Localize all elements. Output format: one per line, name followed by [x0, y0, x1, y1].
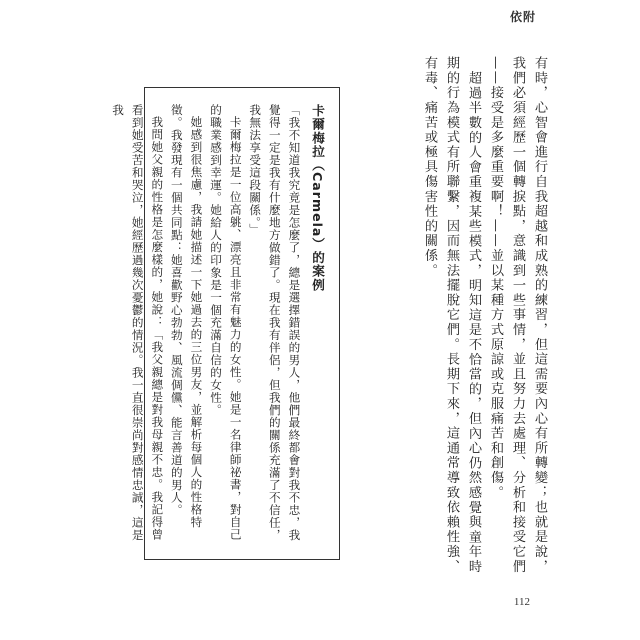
- body-paragraph: 有時，心智會進行自我超越和成熟的練習，但這需要內心有所轉變；也就是說，我們必須經歷一個轉捩點，意識到一些事情，並且努力去處理、分析和接受它們——接受是多麼重要啊！——並以某種方式原諒或克服痛苦和創傷。: [488, 56, 547, 574]
- case-study-text: [111, 104, 327, 546]
- page-number: 112: [513, 596, 530, 608]
- body-paragraph: 超過半數的人會重複某些模式，明知這是不恰當的，但內心仍然感覺與童年時期的行為模式有所聯繫，因而無法擺脫它們。長期下來，這通常導致依賴性強、有毒、痛苦或極具傷害性的關係。: [422, 56, 481, 574]
- main-body-text: [374, 56, 550, 576]
- case-paragraph: 我問她父親的性格是怎麼樣的，她說：「我父親總是對我母親不忠。我記得曾看到她受苦和哭泣，她經歷過幾次憂鬱的情況。我一直很崇尚對感情忠誠，這是我: [111, 104, 165, 542]
- book-page: [56, 0, 588, 640]
- case-paragraph: 她感到很焦慮，我請她描述一下她過去的三位男友，並解析每個人的性格特徵。我發現有一個共同點：她喜歡野心勃勃、風流倜儻、能言善道的男人。: [169, 104, 204, 529]
- case-paragraph: 卡爾梅拉是一位高䠷、漂亮且非常有魅力的女性。她是一名律師祕書，對自己的職業感到幸運。她給人的印象是一個充滿自信的女性。: [209, 104, 243, 541]
- running-title: 依附: [509, 10, 536, 24]
- case-study-title: 卡爾梅拉（Carmela）的案例: [310, 104, 325, 292]
- case-paragraph: 「我不知道我究竟是怎麼了，總是選擇錯誤的男人，他們最終都會對我不忠，我覺得一定是我有什麼地方做錯了。現在我有伴侶，但我們的關係充滿了不信任，我無法享受這段關係。」: [248, 104, 302, 542]
- case-study-box: [111, 87, 340, 560]
